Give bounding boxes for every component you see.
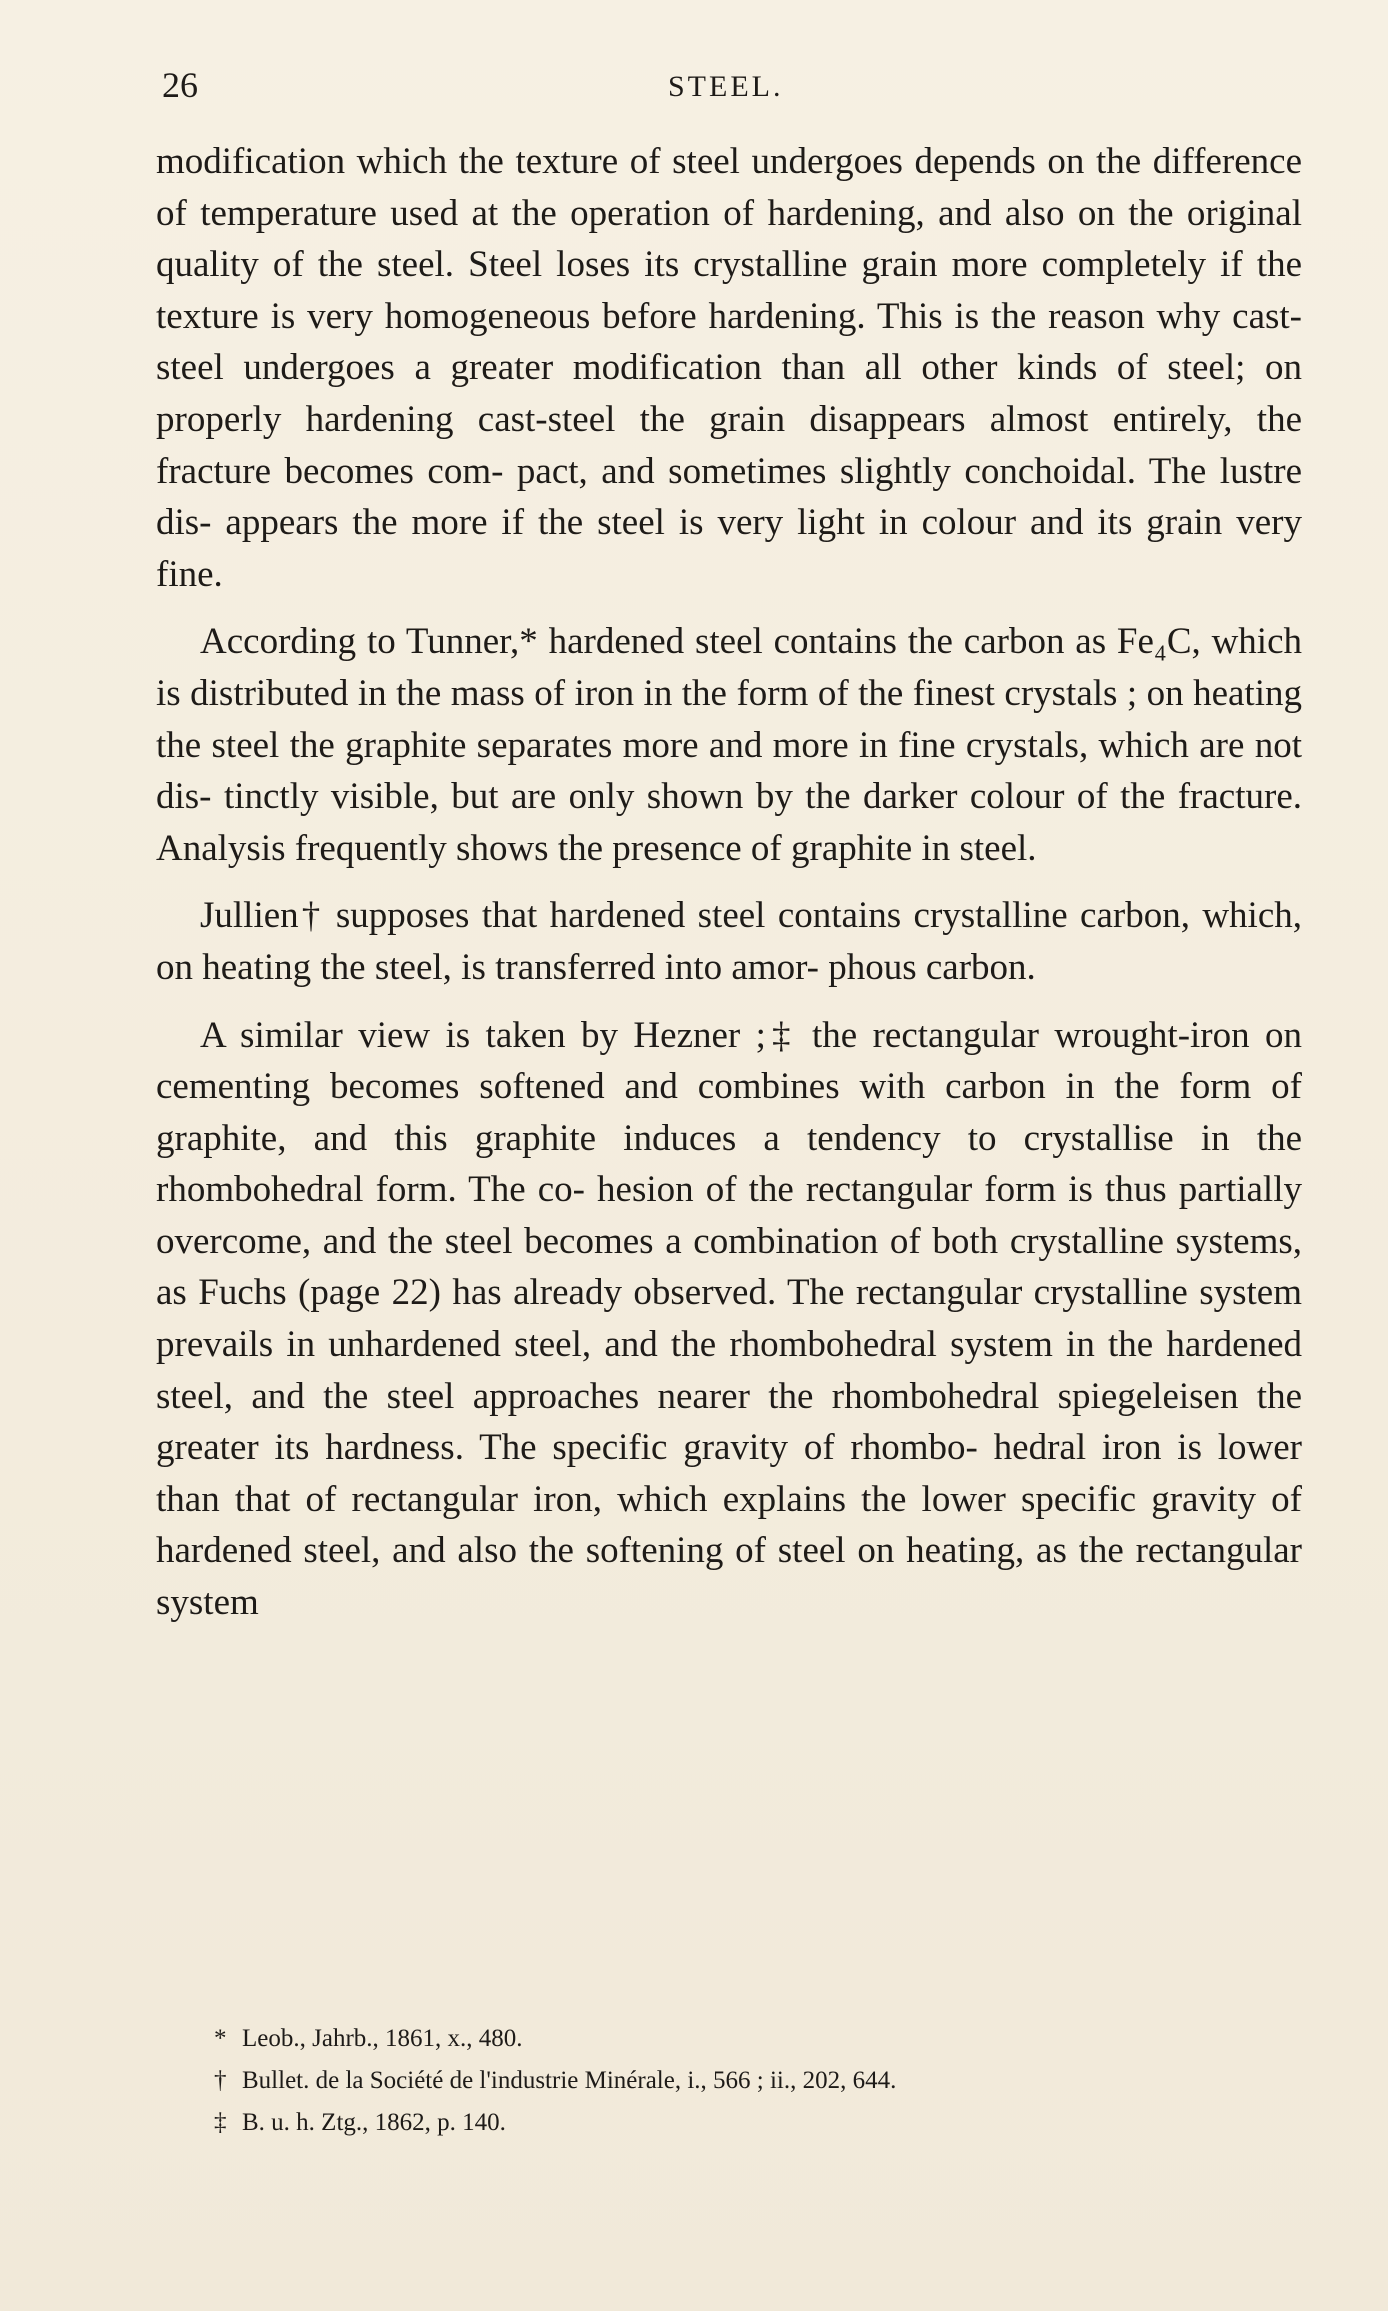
body-text <box>156 136 1302 1629</box>
footnote-text: Bullet. de la Société de l'industrie Minérale, i., 566 ; ii., 202, 644. <box>242 2067 897 2094</box>
paragraph: modification which the texture of steel undergoes depends on the difference of temperature used at the operation of hardening, and also on the original quality of the steel. Steel loses its crystalline grain more completely if the texture is very homogeneous before hardening. This is the reason why cast-steel undergoes a greater modification than all other kinds of steel; on properly hardening cast-steel the grain disappears almost entirely, the fracture becomes com- pact, and sometimes slightly conchoidal. The lustre dis- appears the more if the steel is very light in colour and its grain very fine. <box>156 141 1302 595</box>
footnote-mark: † <box>214 2067 227 2094</box>
page-number: 26 <box>162 65 198 105</box>
paragraph: A similar view is taken by Hezner ;‡ the rectangular wrought-iron on cementing becomes softened and combines with carbon in the form of graphite, and this graphite induces a tendency to crystallise in the rhombohedral form. The co- hesion of the rectangular form is thus partially overcome, and the steel becomes a combination of both crystalline systems, as Fuchs (page 22) has already observed. The rectangular crystalline system prevails in unhardened steel, and the rhombohedral system in the hardened steel, and the steel approaches nearer the rhombohedral spiegeleisen the greater its hardness. The specific gravity of rhombo- hedral iron is lower than that of rectangular iron, which explains the lower specific gravity of hardened steel, and also the softening of steel on heating, as the rectangular system <box>156 1014 1302 1624</box>
footnote <box>214 2102 1264 2144</box>
footnotes <box>214 2018 1264 2144</box>
footnote-text: B. u. h. Ztg., 1862, p. 140. <box>242 2109 506 2136</box>
footnote-mark: ‡ <box>214 2109 227 2136</box>
footnote-text: Leob., Jahrb., 1861, x., 480. <box>242 2025 523 2052</box>
page-header <box>156 60 1306 110</box>
paragraph: Jullien† supposes that hardened steel contains crystalline carbon, which, on heating the steel, is transferred into amor- phous carbon. <box>156 895 1302 988</box>
running-head: STEEL. <box>668 70 784 103</box>
footnote <box>214 2018 1264 2060</box>
footnote <box>214 2060 1264 2102</box>
footnote-mark: * <box>214 2025 227 2052</box>
paragraph: According to Tunner,* hardened steel contains the carbon as Fe₄C, which is distributed in the mass of iron in the form of the finest crystals ; on heating the steel the graphite separates more and more in fine crystals, which are not dis- tinctly visible, but are only shown by the darker colour of the fracture. Analysis frequently shows the presence of graphite in steel. <box>156 621 1302 869</box>
